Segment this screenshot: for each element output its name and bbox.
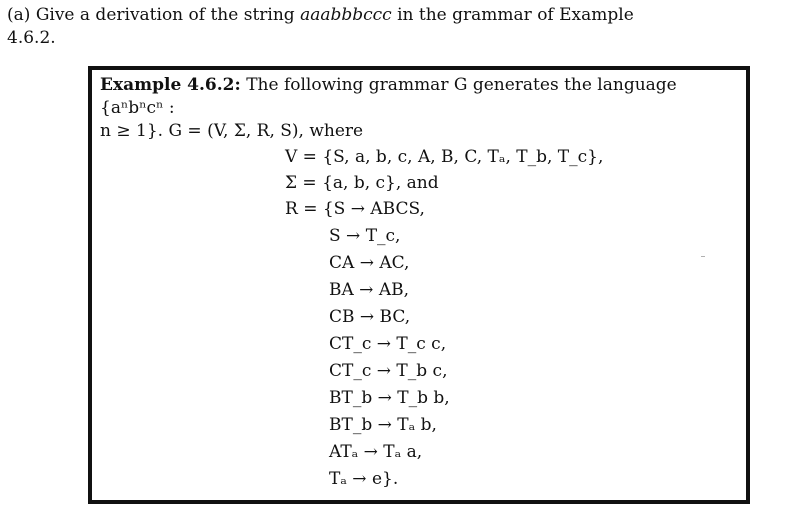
example-description-line1: The following grammar G generates the language {aⁿbⁿcⁿ :	[100, 75, 677, 118]
example-box	[88, 66, 750, 504]
grammar-rule: BA → AB,	[329, 280, 409, 300]
grammar-rule: CT_c → T_b c,	[329, 361, 448, 381]
grammar-rule: ATₐ → Tₐ a,	[329, 442, 423, 462]
definition-sigma: Σ = {a, b, c}, and	[285, 173, 439, 193]
scan-artifact	[701, 256, 705, 257]
exercise-question	[7, 4, 647, 50]
question-part-label: (a)	[7, 5, 31, 25]
definition-r: R = {S → ABCS,	[285, 199, 425, 219]
example-description-line2: n ≥ 1}. G = (V, Σ, R, S), where	[100, 121, 364, 141]
example-header	[100, 74, 745, 143]
grammar-rule: CT_c → T_c c,	[329, 334, 447, 354]
grammar-rule: CB → BC,	[329, 307, 411, 327]
definition-v: V = {S, a, b, c, A, B, C, Tₐ, T_b, T_c},	[285, 147, 604, 167]
grammar-rule: Tₐ → e}.	[329, 469, 399, 489]
example-label: Example 4.6.2:	[100, 75, 241, 95]
question-text-after: in the grammar of Example 4.6.2.	[7, 5, 634, 48]
grammar-rule: BT_b → Tₐ b,	[329, 415, 437, 435]
grammar-rule: S → T_c,	[329, 226, 401, 246]
question-text-before: Give a derivation of the string	[35, 5, 295, 25]
question-target-string: aaabbbccc	[300, 5, 392, 25]
grammar-rule: BT_b → T_b b,	[329, 388, 450, 408]
grammar-rule: CA → AC,	[329, 253, 410, 273]
